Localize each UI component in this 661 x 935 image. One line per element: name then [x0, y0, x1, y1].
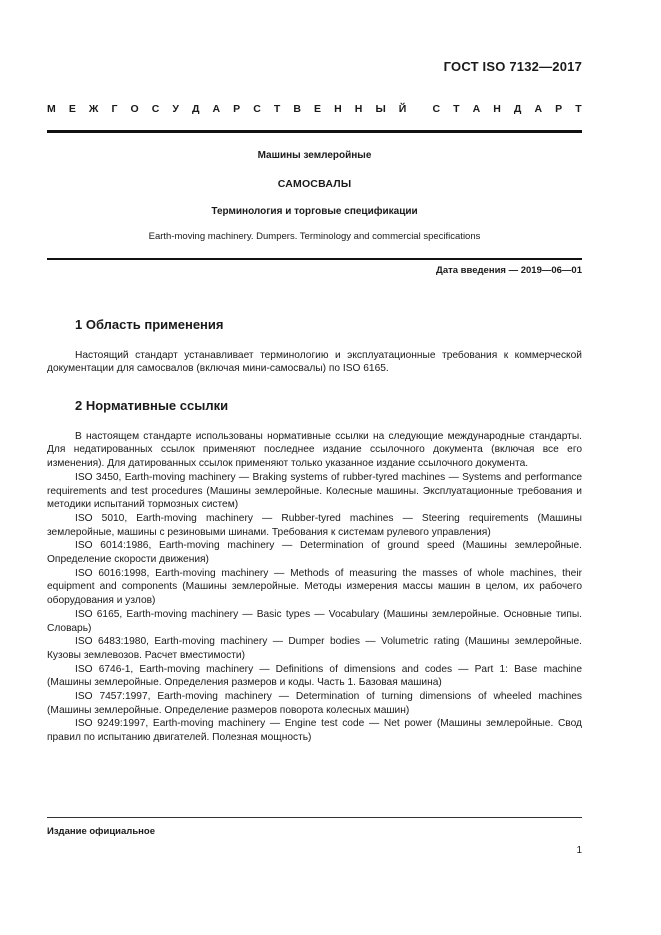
banner-letter: С	[432, 103, 441, 115]
section-heading: 2 Нормативные ссылки	[75, 398, 229, 413]
reference-item: ISO 6014:1986, Earth-moving machinery — Determination of ground speed (Машины землеройные. Определение скорости движения)	[47, 540, 582, 566]
reference-item: ISO 6016:1998, Earth-moving machinery — Methods of measuring the masses of whole machines, their equipment and components (Машины землеройные. Методы измерения массы машин в целом, их рабочего оборудования и узлов)	[47, 567, 582, 607]
banner-letter: Ы	[375, 103, 386, 115]
banner-letter: Р	[233, 103, 241, 115]
footer-divider	[47, 817, 582, 818]
banner-letter: Т	[453, 103, 460, 115]
reference-item: ISO 6165, Earth-moving machinery — Basic types — Vocabulary (Машины землеройные. Основные типы. Словарь)	[47, 608, 582, 634]
reference-item: ISO 3450, Earth-moving machinery — Braking systems of rubber-tyred machines — Systems and performance requirements and test procedures (Машины землеройные. Колесные машины. Эксплуатационные требования и методики испытаний тормозных систем)	[47, 471, 582, 511]
reference-item: ISO 6483:1980, Earth-moving machinery — Dumper bodies — Volumetric rating (Машины землеройные. Кузовы землевозов. Расчет вместимости)	[47, 636, 582, 661]
introduction-date: Дата введения — 2019—06—01	[436, 265, 582, 276]
banner-letter: Й	[398, 103, 407, 115]
banner-letter: Г	[111, 103, 118, 115]
banner-letter: В	[293, 103, 301, 115]
banner-letter: Н	[334, 103, 342, 115]
banner-letter: О	[130, 103, 139, 115]
banner-letter: Д	[513, 103, 522, 115]
document-code: ГОСТ ISO 7132—2017	[443, 59, 582, 74]
title-subtitle: Терминология и торговые спецификации	[211, 206, 418, 217]
reference-item: ISO 6746-1, Earth-moving machinery — Definitions of dimensions and codes — Part 1: Base machine (Машины землеройные. Определения размеров и коды. Часть 1. Базовая машина)	[47, 663, 582, 689]
banner-letter: Т	[575, 103, 582, 115]
banner-letter: Е	[314, 103, 322, 115]
banner-letter: Н	[493, 103, 501, 115]
banner-letter: М	[47, 103, 56, 115]
banner-letter: Т	[273, 103, 281, 115]
banner-letter: Е	[68, 103, 76, 115]
section-scope	[47, 318, 582, 376]
banner-letter: Ж	[88, 103, 99, 115]
section-normative-references	[47, 399, 582, 745]
title-category: Машины землеройные	[257, 150, 372, 161]
official-edition-label: Издание официальное	[47, 826, 155, 837]
banner-letter: Р	[555, 103, 563, 115]
title-divider	[47, 258, 582, 260]
banner-letter: А	[212, 103, 221, 115]
reference-item: ISO 9249:1997, Earth-moving machinery — Engine test code — Net power (Машины землеройные. Свод правил по испытанию двигателей. Полезная мощность)	[47, 718, 582, 744]
title-main: САМОСВАЛЫ	[277, 178, 352, 190]
banner-letter: Н	[354, 103, 363, 115]
interstate-standard-banner	[47, 103, 582, 115]
banner-letter: С	[151, 103, 160, 115]
header-divider	[47, 130, 582, 133]
banner-letter: С	[253, 103, 261, 115]
paragraph: Настоящий стандарт устанавливает терминологию и эксплуатационные требования к коммерческой документации для самосвалов (включая мини-самосвалы) по ISO 6165.	[47, 349, 582, 375]
banner-letter: А	[534, 103, 543, 115]
banner-letter: А	[472, 103, 481, 115]
title-block	[47, 150, 582, 242]
paragraph: В настоящем стандарте использованы нормативные ссылки на следующие международные стандарты. Для недатированных ссылок применяют последнее издание ссылочного документа (включая все его изменения). Для датированных ссылок применяют только указанное издание ссылочного документа.	[47, 430, 582, 470]
section-heading: 1 Область применения	[75, 317, 224, 332]
reference-item: ISO 7457:1997, Earth-moving machinery — Determination of turning dimensions of wheeled machines (Машины землеройные. Определение размеров поворота колесных машин)	[47, 691, 582, 716]
page-number: 1	[576, 845, 582, 856]
reference-item: ISO 5010, Earth-moving machinery — Rubber-tyred machines — Steering requirements (Машины землеройные, машины с резиновыми шинами. Требования к системам рулевого управления)	[47, 512, 582, 538]
title-english: Earth-moving machinery. Dumpers. Terminology and commercial specifications	[148, 231, 481, 242]
banner-letter: У	[172, 103, 179, 115]
banner-letter: Д	[191, 103, 200, 115]
